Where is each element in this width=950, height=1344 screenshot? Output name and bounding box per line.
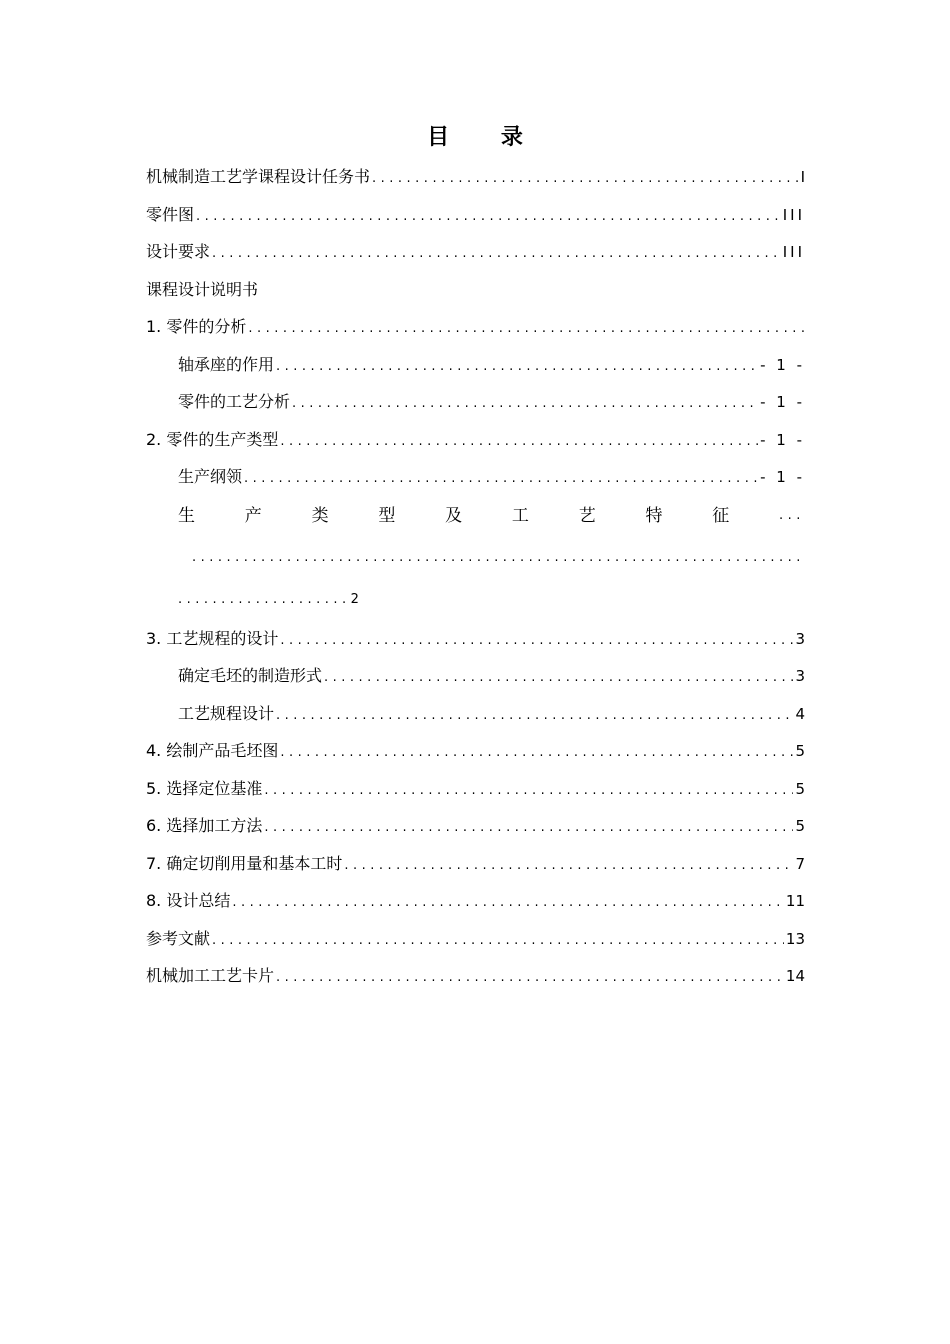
- toc-leader: [322, 659, 793, 697]
- toc-entry-label: 8. 设计总结: [146, 891, 231, 910]
- toc-char: 型: [378, 505, 396, 526]
- toc-entry-page: 5: [795, 817, 805, 835]
- toc-char: 征: [712, 505, 730, 526]
- toc-entry-page: 11: [785, 892, 805, 910]
- toc-subentry-justified[interactable]: [146, 496, 805, 536]
- toc-leader: [278, 423, 758, 461]
- toc-entry-label: 6. 选择加工方法: [146, 816, 263, 835]
- toc-entry-label: 7. 确定切削用量和基本工时: [146, 853, 343, 873]
- toc-entry-page: 4: [795, 704, 805, 723]
- toc-subentry[interactable]: [146, 695, 805, 733]
- toc-entry[interactable]: [146, 807, 805, 845]
- toc-entry-page: 14: [785, 967, 805, 985]
- toc-entry-label: 机械制造工艺学课程设计任务书: [146, 167, 371, 186]
- toc-entry-page: - 1 -: [760, 430, 805, 449]
- toc-entry-label: 3. 工艺规程的设计: [146, 628, 279, 648]
- toc-subentry[interactable]: [146, 346, 805, 384]
- toc-leader: [210, 922, 784, 960]
- toc-entry[interactable]: [146, 732, 805, 770]
- toc-leader: [278, 622, 793, 660]
- toc-entry[interactable]: [146, 957, 805, 995]
- toc-leader: [194, 198, 781, 236]
- toc-leader: [242, 460, 758, 498]
- toc-entry[interactable]: [146, 233, 805, 271]
- toc-entry-label: 轴承座的作用: [178, 354, 275, 374]
- toc-entry-label: 工艺规程设计: [178, 703, 275, 723]
- toc-entry-label: 4. 绘制产品毛坯图: [146, 741, 279, 760]
- toc-leader: [262, 809, 793, 847]
- toc-entry-page: 13: [785, 929, 805, 948]
- toc-leader: [230, 884, 784, 922]
- toc-subentry[interactable]: [146, 458, 805, 496]
- toc-leader: [262, 772, 793, 810]
- toc-entry-label: 生产纲领: [178, 467, 243, 486]
- toc-leader: [370, 160, 799, 198]
- toc-subentry[interactable]: [146, 657, 805, 695]
- toc-char: 类: [311, 505, 329, 526]
- toc-entry-label: 2. 零件的生产类型: [146, 429, 279, 449]
- toc-entry-page: 3: [795, 667, 805, 685]
- toc-leader: [274, 959, 784, 997]
- toc-entry-label: 参考文献: [146, 928, 211, 948]
- toc-leader-continuation: [146, 536, 805, 580]
- toc-leader: [274, 697, 793, 735]
- toc-entry[interactable]: [146, 770, 805, 808]
- toc-entry-label: 5. 选择定位基准: [146, 778, 263, 798]
- toc-char: 特: [645, 505, 663, 526]
- toc-entry[interactable]: [146, 308, 805, 346]
- toc-entry-label: 课程设计说明书: [146, 279, 259, 299]
- toc-char: 工: [511, 505, 529, 526]
- page-title: 目 录: [427, 125, 545, 150]
- toc-entry-label: 零件图: [146, 204, 195, 224]
- toc-char: 艺: [578, 505, 596, 526]
- toc-entry-page: - 1 -: [760, 393, 805, 411]
- toc-leader: [210, 235, 781, 273]
- toc-entry-page: 7: [795, 854, 805, 873]
- toc-entry-page: I: [800, 168, 805, 186]
- toc-entry[interactable]: [146, 845, 805, 883]
- toc-leader: [246, 310, 805, 348]
- toc-entry[interactable]: [146, 421, 805, 459]
- toc-char: 产: [244, 505, 262, 526]
- toc-entry-page: - 1 -: [760, 468, 805, 486]
- toc-entry-page: III: [782, 205, 805, 224]
- toc-entry[interactable]: [146, 158, 805, 196]
- toc-char: 生: [178, 505, 195, 526]
- toc-char: 及: [445, 505, 463, 526]
- toc-entry-page: 5: [795, 779, 805, 798]
- toc-leader: [290, 385, 758, 423]
- toc-entry[interactable]: [146, 620, 805, 658]
- toc-entry-page: 5: [795, 742, 805, 760]
- toc-entry-page: 2: [350, 591, 359, 607]
- toc-entry-label: 设计要求: [146, 242, 211, 261]
- toc-entry[interactable]: [146, 271, 805, 309]
- toc-entry[interactable]: [146, 920, 805, 958]
- toc-entry-label: 1. 零件的分析: [146, 317, 247, 336]
- toc-leader: ...: [779, 507, 805, 523]
- toc-subentry[interactable]: [146, 383, 805, 421]
- toc-entry-label: 机械加工工艺卡片: [146, 966, 275, 985]
- toc-entry-page: - 1 -: [760, 355, 805, 374]
- toc-entry[interactable]: [146, 196, 805, 234]
- toc-leader: [278, 734, 793, 772]
- toc-leader-continuation: ....................2: [178, 591, 359, 607]
- toc-entry-page: III: [782, 243, 805, 261]
- toc-entry-page: 3: [795, 629, 805, 648]
- toc-entry-label: 确定毛坯的制造形式: [178, 666, 323, 685]
- table-of-contents: [146, 158, 805, 995]
- toc-leader: [342, 847, 793, 885]
- toc-leader: [274, 348, 758, 386]
- toc-entry[interactable]: [146, 882, 805, 920]
- toc-entry-label: 零件的工艺分析: [178, 392, 291, 411]
